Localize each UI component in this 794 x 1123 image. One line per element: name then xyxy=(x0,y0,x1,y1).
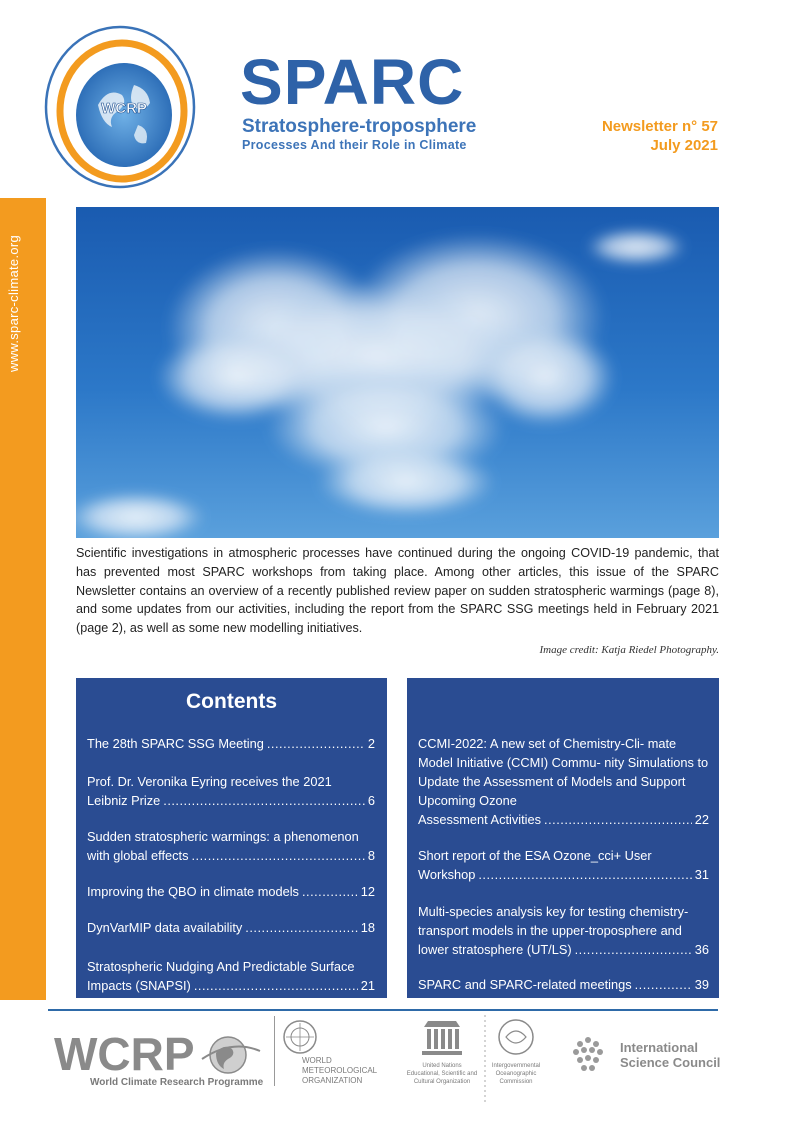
toc-entry[interactable] xyxy=(87,957,375,995)
toc-page: 36 xyxy=(694,942,709,957)
ioc-caption-3: Commission xyxy=(499,1079,533,1085)
toc-entry[interactable] xyxy=(418,734,709,829)
toc-leader xyxy=(478,865,691,884)
website-url[interactable]: www.sparc-climate.org xyxy=(6,234,21,372)
wmo-footer-logo[interactable] xyxy=(280,1015,380,1090)
toc-leader xyxy=(194,976,358,995)
cover-photo-heart-cloud xyxy=(76,207,719,538)
ioc-emblem-icon xyxy=(499,1020,533,1054)
toc-leader xyxy=(575,940,692,959)
toc-entry-title-end: Assessment Activities xyxy=(418,812,542,827)
toc-entry-title: Short report of the ESA Ozone_cci+ User xyxy=(418,848,652,863)
toc-leader xyxy=(635,975,692,994)
toc-entry[interactable] xyxy=(87,918,375,937)
toc-entry[interactable] xyxy=(418,975,709,994)
toc-entry-title: Stratospheric Nudging And Predictable Surface xyxy=(87,959,355,974)
toc-entry[interactable] xyxy=(87,882,375,901)
intro-paragraph: Scientific investigations in atmospheric processes have continued during the ongoing COVID-19 pandemic, that has prevented most SPARC workshops from taking place. Among other articles, this issue of the SPARC Newsletter contains an overview of a recently published review paper on sudden stratospheric warmings (page 8), and some updates from our activities, including the report from the SPARC SSG meetings held in February 2021 (page 2), as well as some new modelling initiatives. xyxy=(76,546,719,636)
wcrp-footer-caption: World Climate Research Programme xyxy=(90,1077,264,1088)
newsletter-date: July 2021 xyxy=(650,137,718,154)
toc-entry-title-end: Impacts (SNAPSI) xyxy=(87,978,191,993)
toc-page: 8 xyxy=(367,848,375,863)
unesco-temple-icon xyxy=(422,1021,462,1055)
toc-leader xyxy=(245,918,357,937)
footer-divider xyxy=(274,1016,275,1086)
wmo-line1: WORLD xyxy=(302,1056,332,1065)
toc-entry[interactable] xyxy=(87,827,375,865)
isc-line2: Science Council xyxy=(620,1055,721,1070)
toc-entry[interactable] xyxy=(87,772,375,810)
contents-title: Contents xyxy=(186,690,277,713)
wcrp-logo-text: WCRP xyxy=(101,100,147,117)
contents-panel-right xyxy=(407,678,719,998)
toc-entry-title: CCMI-2022: A new set of Chemistry-Cli- mate Model Initiative (CCMI) Commu- nity Simulations to Update the Assessment of Models and Support Upcoming Ozone xyxy=(418,736,709,808)
toc-entry-title-end: Workshop xyxy=(418,867,476,882)
toc-leader xyxy=(302,882,358,901)
toc-entry-title: Multi-species analysis key for testing chemistry- transport models in the upper-troposphere and xyxy=(418,904,689,938)
sparc-subtitle-2: Processes And their Role in Climate xyxy=(242,138,467,152)
newsletter-number: Newsletter n° 57 xyxy=(601,118,718,135)
toc-page: 6 xyxy=(367,793,375,808)
isc-footer-logo[interactable] xyxy=(568,1030,728,1080)
unesco-caption-1: United Nations xyxy=(422,1063,462,1069)
toc-entry[interactable] xyxy=(418,846,709,884)
toc-entry-title: Sudden stratospheric warmings: a phenomenon xyxy=(87,829,359,844)
toc-page: 39 xyxy=(694,977,709,992)
image-credit: Image credit: Katja Riedel Photography. xyxy=(539,644,719,656)
sparc-title: SPARC xyxy=(240,46,465,118)
ioc-caption-1: Intergovernmental xyxy=(491,1063,541,1069)
toc-page: 18 xyxy=(360,920,375,935)
toc-leader xyxy=(267,734,365,753)
wcrp-footer-text: WCRP xyxy=(54,1028,195,1080)
toc-entry[interactable] xyxy=(418,902,709,959)
wmo-line2: METEOROLOGICAL xyxy=(302,1066,378,1075)
toc-entry-title: DynVarMIP data availability xyxy=(87,920,243,935)
toc-entry-title-end: Leibniz Prize xyxy=(87,793,161,808)
toc-leader xyxy=(192,846,365,865)
sparc-subtitle-1: Stratosphere-troposphere xyxy=(242,116,477,137)
toc-page: 12 xyxy=(360,884,375,899)
contents-panel-left xyxy=(76,678,387,998)
toc-entry-title: SPARC and SPARC-related meetings xyxy=(418,977,632,992)
toc-page: 22 xyxy=(694,812,709,827)
toc-entry-title: Prof. Dr. Veronika Eyring receives the 2021 xyxy=(87,774,332,789)
unesco-caption-3: Cultural Organization xyxy=(413,1079,471,1085)
toc-leader xyxy=(544,810,692,829)
wmo-line3: ORGANIZATION xyxy=(302,1076,363,1085)
ioc-caption-2: Oceanographic xyxy=(495,1071,537,1077)
wcrp-footer-logo[interactable] xyxy=(52,1015,267,1090)
unesco-footer-logo[interactable] xyxy=(398,1015,486,1105)
isc-line1: International xyxy=(620,1040,699,1055)
toc-leader xyxy=(163,791,365,810)
toc-page: 2 xyxy=(367,736,375,751)
toc-entry[interactable] xyxy=(87,734,375,753)
ioc-footer-logo[interactable] xyxy=(490,1015,560,1105)
unesco-caption-2: Educational, Scientific and xyxy=(406,1071,478,1077)
isc-dots-icon xyxy=(573,1037,603,1071)
toc-entry-title: Improving the QBO in climate models xyxy=(87,884,299,899)
footer-rule xyxy=(48,1009,718,1011)
toc-page: 21 xyxy=(360,978,375,993)
toc-entry-title-end: lower stratosphere (UT/LS) xyxy=(418,942,572,957)
toc-entry-title: The 28th SPARC SSG Meeting xyxy=(87,736,264,751)
wcrp-globe-logo xyxy=(38,15,198,195)
toc-entry-title-end: with global effects xyxy=(87,848,189,863)
toc-page: 31 xyxy=(694,867,709,882)
